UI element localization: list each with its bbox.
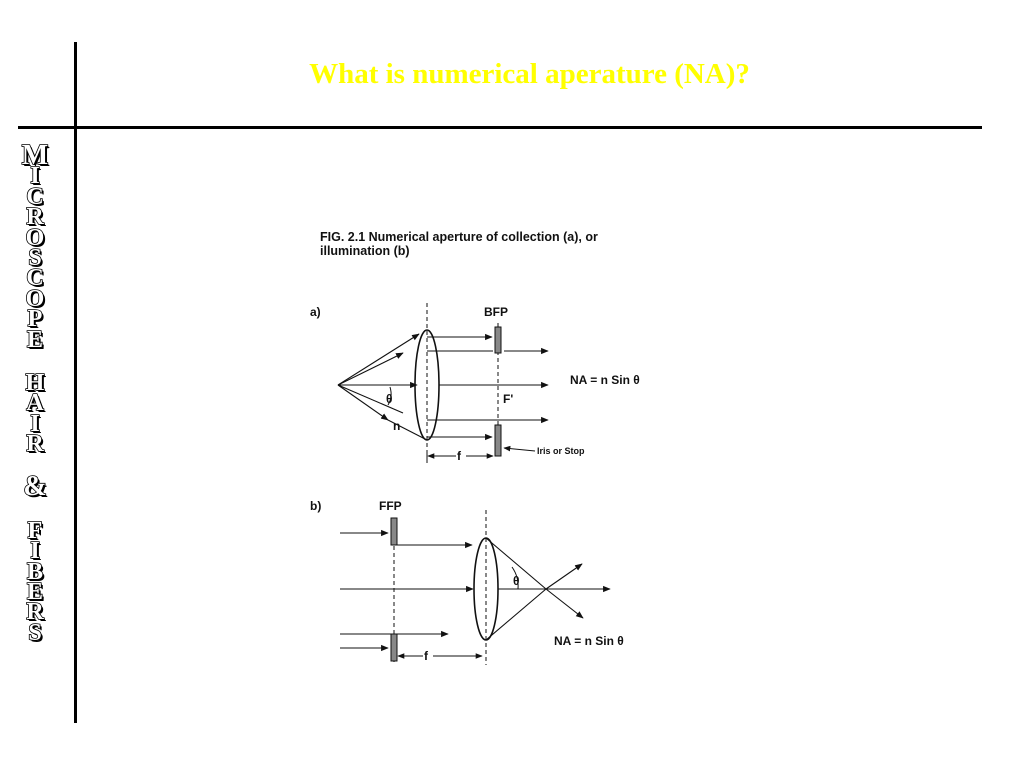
- ray-a-2: [338, 334, 419, 385]
- ffp-label: FFP: [379, 499, 402, 513]
- horizontal-divider: [18, 126, 982, 129]
- n-label: n: [393, 419, 401, 433]
- figure-caption-line2: illumination (b): [320, 244, 410, 258]
- sidebar-letter: I: [30, 163, 40, 190]
- bfp-stop-top: [495, 327, 501, 353]
- panel-a: [310, 303, 640, 463]
- iris-arrow: [504, 448, 535, 451]
- iris-label: Iris or Stop: [537, 446, 585, 456]
- sidebar-letter: R: [26, 599, 44, 626]
- sidebar-letter: B: [26, 558, 43, 585]
- bfp-stop-bottom: [495, 425, 501, 456]
- out-ray-b-up: [546, 564, 582, 589]
- sidebar-letter: E: [26, 326, 43, 353]
- f-prime-label: F': [503, 392, 514, 406]
- sidebar-letter: P: [27, 306, 43, 333]
- sidebar-letter: &: [23, 471, 47, 503]
- out-ray-b-down: [546, 589, 583, 618]
- sidebar-letter: R: [26, 204, 44, 231]
- sidebar-word-fibers: [26, 517, 44, 646]
- ray-a-1: [338, 353, 403, 385]
- sidebar-letter: A: [26, 390, 44, 417]
- panel-b: [310, 499, 624, 665]
- sidebar-word-hair: [25, 369, 45, 458]
- ray-a-5: [338, 385, 388, 420]
- f-label-b: f: [424, 649, 428, 663]
- na-formula-b: NA = n Sin θ: [554, 634, 624, 648]
- sidebar-letter: R: [26, 431, 44, 458]
- bfp-label: BFP: [484, 305, 508, 319]
- theta-a-label: θ: [386, 392, 393, 406]
- sidebar-letter: S: [28, 244, 42, 271]
- sidebar-letter: E: [26, 579, 43, 606]
- cone-bottom: [486, 589, 546, 640]
- sidebar-letter: M: [21, 140, 49, 171]
- sidebar-letter: H: [25, 369, 45, 396]
- sidebar-letter: C: [26, 183, 44, 210]
- na-formula-a: NA = n Sin θ: [570, 373, 640, 387]
- panel-b-label: b): [310, 499, 322, 513]
- figure-numerical-aperture: [300, 215, 680, 675]
- sidebar-vertical-text: [4, 140, 66, 756]
- sidebar-letter: S: [28, 619, 42, 646]
- sidebar-letter: F: [27, 517, 43, 544]
- f-label-a: f: [457, 449, 461, 463]
- sidebar-letter: I: [30, 538, 40, 565]
- vertical-divider: [74, 42, 77, 723]
- slide-title: What is numerical aperature (NA)?: [309, 58, 750, 90]
- ffp-stop-top: [391, 518, 397, 545]
- ray-a-4: [338, 385, 403, 413]
- sidebar-letter: O: [25, 224, 45, 251]
- panel-a-label: a): [310, 305, 321, 319]
- sidebar-letter: O: [25, 285, 45, 312]
- sidebar-letter: C: [26, 265, 44, 292]
- figure-caption-line1: FIG. 2.1 Numerical aperture of collection (a), or: [320, 230, 598, 244]
- sidebar-word-ampersand: [23, 471, 47, 503]
- theta-b-label: θ: [513, 574, 520, 588]
- sidebar-word-microscope: [21, 140, 49, 353]
- sidebar-letter: I: [30, 410, 40, 437]
- ffp-stop-bottom: [391, 634, 397, 661]
- figure-svg: [300, 215, 680, 675]
